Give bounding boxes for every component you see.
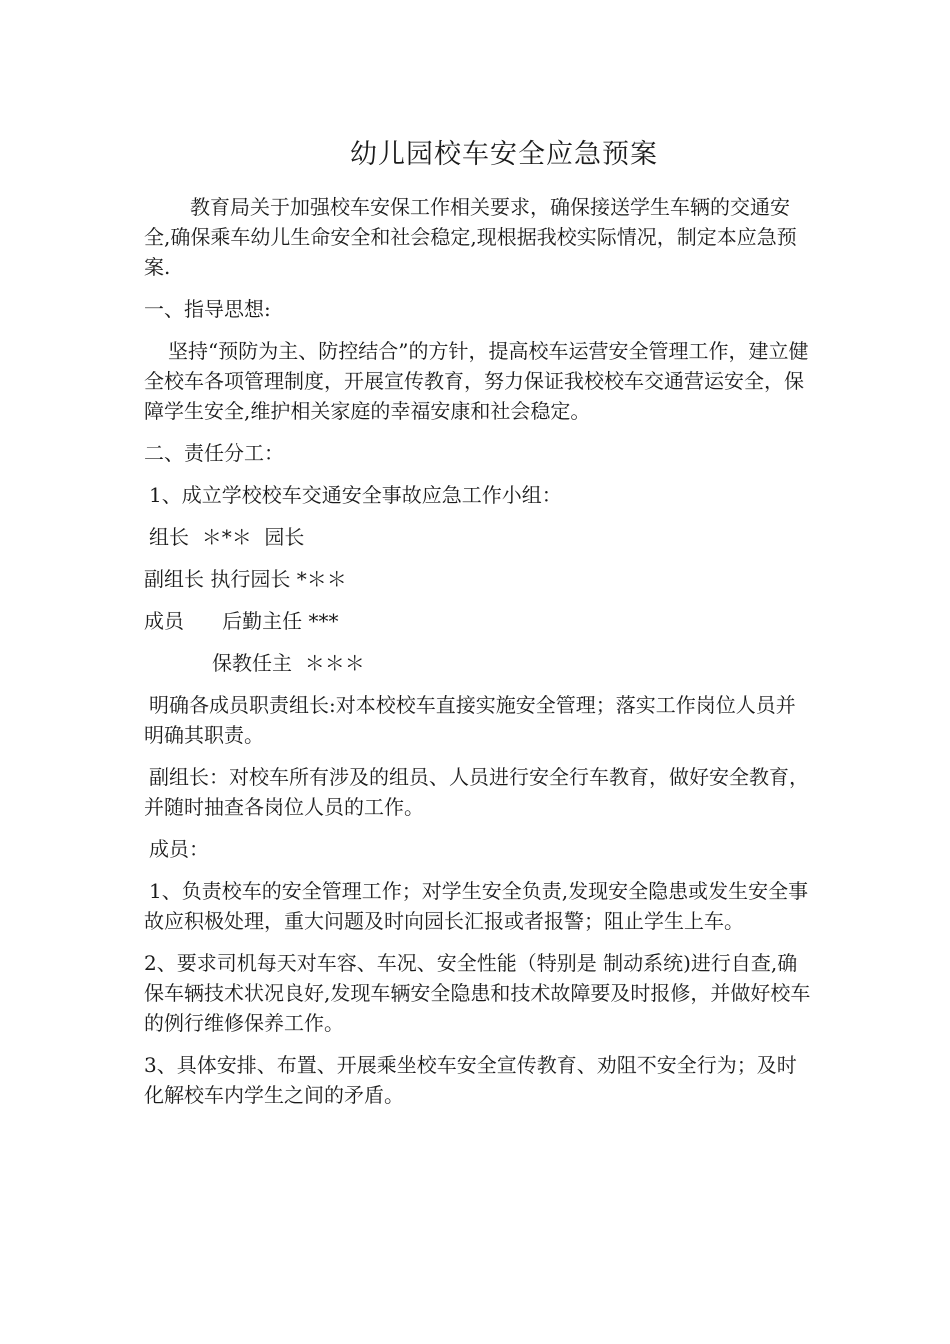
item1-line: 1、成立学校校车交通安全事故应急工作小组：: [149, 483, 562, 507]
duty-2-paragraph: 2、要求司机每天对车容、车况、安全性能（特别是 制动系统)进行自查,确保车辆技术状况良好,发现车辆安全隐患和技术故障要及时报修，并做好校车的例行维修保养工作。: [144, 951, 811, 1035]
section1-heading: 一、指导思想:: [144, 297, 271, 321]
document-title: 幼儿园校车安全应急预案: [350, 139, 658, 170]
duty-deputy-paragraph: 副组长：对校车所有涉及的组员、人员进行安全行车教育，做好安全教育，并随时抽查各岗位人员的工作。: [144, 765, 809, 819]
deputy-line: 副组长 执行园长 *＊＊: [144, 567, 347, 591]
leader-line: 组长 ＊*＊ 园长: [149, 525, 305, 549]
document-body: [144, 192, 814, 1122]
members-label: 成员：: [149, 837, 209, 861]
member-line-2: 保教任主 ＊＊＊: [212, 651, 365, 675]
intro-paragraph: 教育局关于加强校车安保工作相关要求，确保接送学生车辆的交通安全,确保乘车幼儿生命安全和社会稳定,现根据我校实际情况，制定本应急预案.: [144, 195, 797, 279]
duty-leader-paragraph: 明确各成员职责组长:对本校校车直接实施安全管理；落实工作岗位人员并明确其职责。: [144, 693, 796, 747]
section1-paragraph: 坚持“预防为主、防控结合”的方针，提高校车运营安全管理工作，建立健全校车各项管理制度，开展宣传教育，努力保证我校校车交通营运安全，保障学生安全,维护相关家庭的幸福安康和社会稳定。: [144, 339, 809, 423]
member-line-1: 成员 后勤主任 ***: [144, 609, 339, 633]
section2-heading: 二、责任分工：: [144, 441, 284, 465]
duty-1-paragraph: 1、负责校车的安全管理工作；对学生安全负责,发现安全隐患或发生安全事故应积极处理，重大问题及时向园长汇报或者报警；阻止学生上车。: [144, 879, 809, 933]
duty-3-paragraph: 3、具体安排、布置、开展乘坐校车安全宣传教育、劝阻不安全行为；及时化解校车内学生之间的矛盾。: [144, 1053, 797, 1107]
